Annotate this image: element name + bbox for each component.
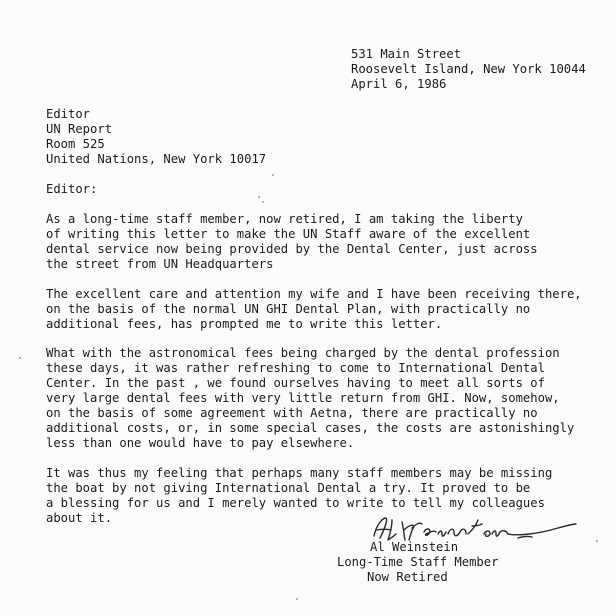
- paragraph-line: less than one would have to pay elsewhere.: [46, 436, 355, 450]
- paragraph-line: on the basis of some agreement with Aetna, there are practically no: [46, 406, 538, 420]
- paragraph-line: additional costs, or, in some special cases, the costs are astonishingly: [46, 421, 575, 435]
- paragraph-line: the street from UN Headquarters: [46, 257, 274, 271]
- scan-speck: [272, 174, 274, 176]
- paragraph-line: of writing this letter to make the UN Staff aware of the excellent: [46, 227, 531, 241]
- sender-street: 531 Main Street: [351, 47, 462, 61]
- sender-city: Roosevelt Island, New York 10044: [351, 62, 586, 76]
- paragraph-line: the boat by not giving International Dental a try. It proved to be: [46, 481, 531, 495]
- paragraph-line: What with the astronomical fees being charged by the dental profession: [46, 346, 560, 360]
- salutation: Editor:: [46, 182, 98, 196]
- paragraph-line: It was thus my feeling that perhaps many staff members may be missing: [46, 466, 553, 480]
- scan-speck: [296, 598, 298, 600]
- paragraph-line: The excellent care and attention my wife and I have been receiving there,: [46, 287, 582, 301]
- paragraph-line: about it.: [46, 511, 113, 525]
- scan-speck: [258, 196, 260, 198]
- paragraph-line: a blessing for us and I merely wanted to write to tell my colleagues: [46, 496, 545, 510]
- paragraph-line: very large dental fees with very little return from GHI. Now, somehow,: [46, 391, 560, 405]
- paragraph-line: As a long-time staff member, now retired, I am taking the liberty: [46, 212, 523, 226]
- recipient-line-2: UN Report: [46, 122, 113, 136]
- scan-speck: [596, 540, 598, 542]
- signer-status: Now Retired: [367, 570, 448, 584]
- signer-title: Long-Time Staff Member: [337, 555, 499, 569]
- letter-date: April 6, 1986: [351, 77, 447, 91]
- recipient-line-4: United Nations, New York 10017: [46, 152, 267, 166]
- paragraph-line: these days, it was rather refreshing to come to International Dental: [46, 361, 545, 375]
- paragraph-line: on the basis of the normal UN GHI Dental Plan, with practically no: [46, 302, 531, 316]
- scan-speck: [19, 357, 21, 359]
- scan-speck: [262, 201, 264, 203]
- paragraph-line: Center. In the past , we found ourselves having to meet all sorts of: [46, 376, 545, 390]
- recipient-line-1: Editor: [46, 107, 91, 121]
- paragraph-line: additional fees, has prompted me to write this letter.: [46, 317, 443, 331]
- paragraph-line: dental service now being provided by the Dental Center, just across: [46, 242, 538, 256]
- recipient-line-3: Room 525: [46, 137, 105, 151]
- signer-name: Al Weinstein: [370, 540, 459, 554]
